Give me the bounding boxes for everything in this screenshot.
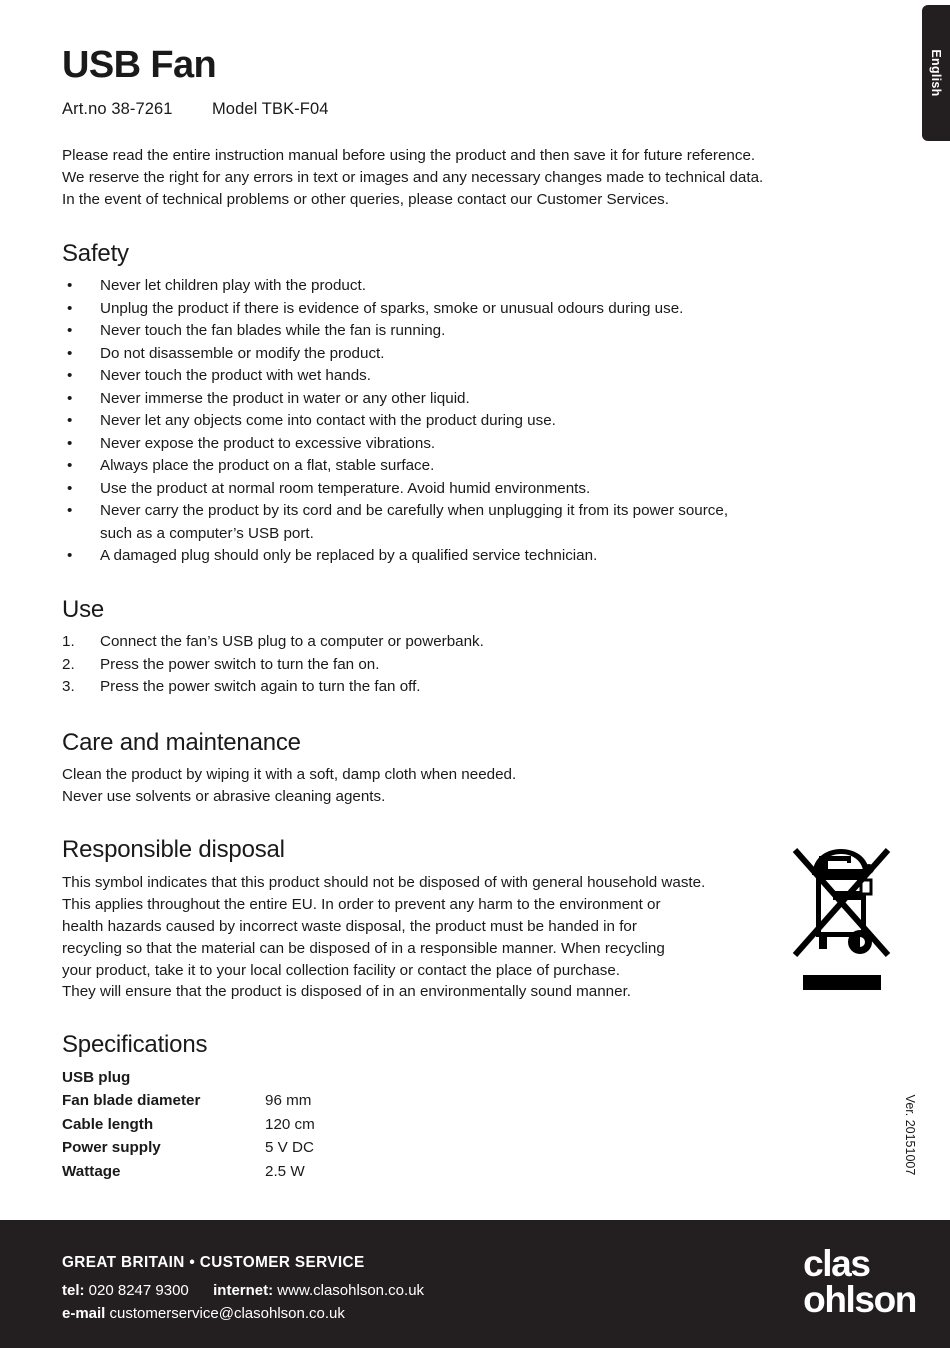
- spec-label: Cable length: [62, 1115, 154, 1133]
- clas-ohlson-logo: [803, 1243, 916, 1320]
- intro-paragraph: [62, 145, 887, 212]
- bullet-icon: •: [67, 434, 73, 452]
- spacer: [62, 1003, 887, 1031]
- intro-line: We reserve the right for any errors in text or images and any necessary changes made to technical data.: [62, 169, 764, 187]
- intro-line: In the event of technical problems or other queries, please contact our Customer Services.: [62, 191, 669, 209]
- disposal-line: This applies throughout the entire EU. In order to prevent any harm to the environment or: [62, 895, 661, 913]
- table-row: [62, 1137, 315, 1160]
- spec-label: Fan blade diameter: [62, 1092, 201, 1110]
- footer-email-line: [62, 1302, 424, 1325]
- section-heading-safety: Safety: [62, 239, 129, 267]
- section-heading-disposal: Responsible disposal: [62, 836, 285, 864]
- spec-label: USB plug: [62, 1068, 131, 1086]
- list-item: [62, 455, 887, 477]
- bullet-icon: •: [67, 502, 73, 520]
- table-row: [62, 1114, 315, 1137]
- spec-value: 2.5 W: [265, 1162, 305, 1180]
- list-item-text: Never touch the fan blades while the fan is running.: [100, 322, 446, 340]
- list-item-text: Unplug the product if there is evidence of sparks, smoke or unusual odours during use.: [100, 299, 684, 317]
- spec-value: 96 mm: [265, 1092, 312, 1110]
- tel-label: tel:: [62, 1281, 85, 1299]
- tel-value: 020 8247 9300: [88, 1281, 189, 1299]
- list-item: [62, 545, 887, 567]
- list-item-text: Never expose the product to excessive vibrations.: [100, 434, 436, 452]
- model-label: Model: [211, 100, 258, 118]
- internet-value[interactable]: www.clasohlson.co.uk: [277, 1281, 425, 1299]
- list-item: [62, 478, 887, 500]
- list-item-text: A damaged plug should only be replaced by a qualified service technician.: [100, 547, 598, 565]
- table-row: [62, 1161, 315, 1184]
- list-item: [62, 388, 887, 410]
- spec-value: [265, 1067, 315, 1090]
- list-item-text: Use the product at normal room temperature. Avoid humid environments.: [100, 479, 591, 497]
- weee-crossed-out-wheelie-bin-icon: [789, 842, 894, 997]
- list-item-text: Never touch the product with wet hands.: [100, 367, 371, 385]
- bullet-icon: •: [67, 479, 73, 497]
- list-item-text: Press the power switch again to turn the fan off.: [100, 678, 421, 696]
- list-item-text: Always place the product on a flat, stable surface.: [100, 457, 435, 475]
- step-number: 3.: [62, 678, 75, 696]
- safety-list: [62, 275, 887, 567]
- logo-line-2: ohlson: [803, 1278, 916, 1320]
- disposal-line: health hazards caused by incorrect waste disposal, the product must be handed in for: [62, 917, 637, 935]
- spec-value: 120 cm: [265, 1115, 315, 1133]
- list-item: [62, 365, 887, 387]
- bullet-icon: •: [67, 457, 73, 475]
- list-item: [62, 410, 887, 432]
- model-value: TBK-F04: [261, 100, 329, 118]
- spacer: [62, 808, 887, 836]
- care-line: Clean the product by wiping it with a soft, damp cloth when needed.: [62, 766, 517, 784]
- logo-line-1: clas: [803, 1243, 870, 1284]
- bullet-icon: •: [67, 389, 73, 407]
- care-line: Never use solvents or abrasive cleaning agents.: [62, 788, 386, 806]
- list-item: [62, 433, 887, 455]
- care-paragraph: [62, 764, 887, 808]
- list-item: [62, 275, 887, 297]
- art-no-value: 38-7261: [111, 100, 173, 118]
- internet-label: internet:: [213, 1281, 274, 1299]
- list-item-text: Never let children play with the product.: [100, 277, 366, 295]
- list-item: [62, 676, 887, 698]
- bullet-icon: •: [67, 299, 73, 317]
- list-item-text-continued: such as a computer’s USB port.: [100, 524, 314, 542]
- bullet-icon: •: [67, 547, 73, 565]
- page-title: USB Fan: [62, 44, 217, 86]
- email-value[interactable]: customerservice@clasohlson.co.uk: [109, 1304, 345, 1322]
- list-item: [62, 500, 887, 544]
- list-item-text: Press the power switch to turn the fan on.: [100, 655, 380, 673]
- version-label: Ver. 20151007: [903, 1094, 917, 1176]
- disposal-section: [62, 836, 887, 1003]
- bullet-icon: •: [67, 367, 73, 385]
- list-item: [62, 320, 887, 342]
- disposal-line: This symbol indicates that this product should not be disposed of with general household waste.: [62, 874, 706, 891]
- table-row: [62, 1067, 315, 1090]
- table-row: [62, 1090, 315, 1113]
- spec-value: 5 V DC: [265, 1139, 314, 1157]
- language-tab-label: English: [929, 49, 943, 97]
- spacer: [62, 699, 887, 729]
- disposal-line: your product, take it to your local collection facility or contact the place of purchase.: [62, 961, 621, 979]
- list-item: [62, 343, 887, 365]
- email-label: e-mail: [62, 1304, 106, 1322]
- list-item: [62, 631, 887, 653]
- disposal-paragraph: [62, 872, 777, 1003]
- list-item: [62, 298, 887, 320]
- spec-label: Wattage: [62, 1162, 121, 1180]
- footer-tel-line: [62, 1279, 424, 1302]
- footer-contact-block: [62, 1251, 424, 1325]
- disposal-line: They will ensure that the product is disposed of in an environmentally sound manner.: [62, 983, 632, 1001]
- section-heading-use: Use: [62, 595, 105, 623]
- list-item: [62, 654, 887, 676]
- disposal-line: recycling so that the material can be disposed of in a responsible manner. When recycling: [62, 939, 665, 957]
- section-heading-care: Care and maintenance: [62, 728, 301, 756]
- bullet-icon: •: [67, 412, 73, 430]
- spacer: [62, 568, 887, 596]
- list-item-text: Never carry the product by its cord and be carefully when unplugging it from its power source,: [100, 502, 729, 520]
- art-no-label: Art.no: [62, 100, 107, 118]
- list-item-text: Connect the fan’s USB plug to a computer or powerbank.: [100, 633, 484, 651]
- bullet-icon: •: [67, 277, 73, 295]
- list-item-text: Never immerse the product in water or any other liquid.: [100, 389, 470, 407]
- list-item-text: Never let any objects come into contact with the product during use.: [100, 412, 556, 430]
- step-number: 1.: [62, 633, 75, 651]
- step-number: 2.: [62, 655, 75, 673]
- bullet-icon: •: [67, 344, 73, 362]
- section-heading-specifications: Specifications: [62, 1031, 208, 1059]
- spec-label: Power supply: [62, 1139, 161, 1157]
- footer-heading: GREAT BRITAIN • CUSTOMER SERVICE: [62, 1254, 365, 1271]
- page-content: [62, 46, 887, 1184]
- specifications-table: [62, 1067, 315, 1184]
- intro-line: Please read the entire instruction manual before using the product and then save it for future reference.: [62, 147, 756, 164]
- page-footer: [0, 1220, 950, 1348]
- list-item-text: Do not disassemble or modify the product.: [100, 344, 385, 362]
- use-steps-list: [62, 631, 887, 698]
- bullet-icon: •: [67, 322, 73, 340]
- article-model-line: [62, 100, 887, 119]
